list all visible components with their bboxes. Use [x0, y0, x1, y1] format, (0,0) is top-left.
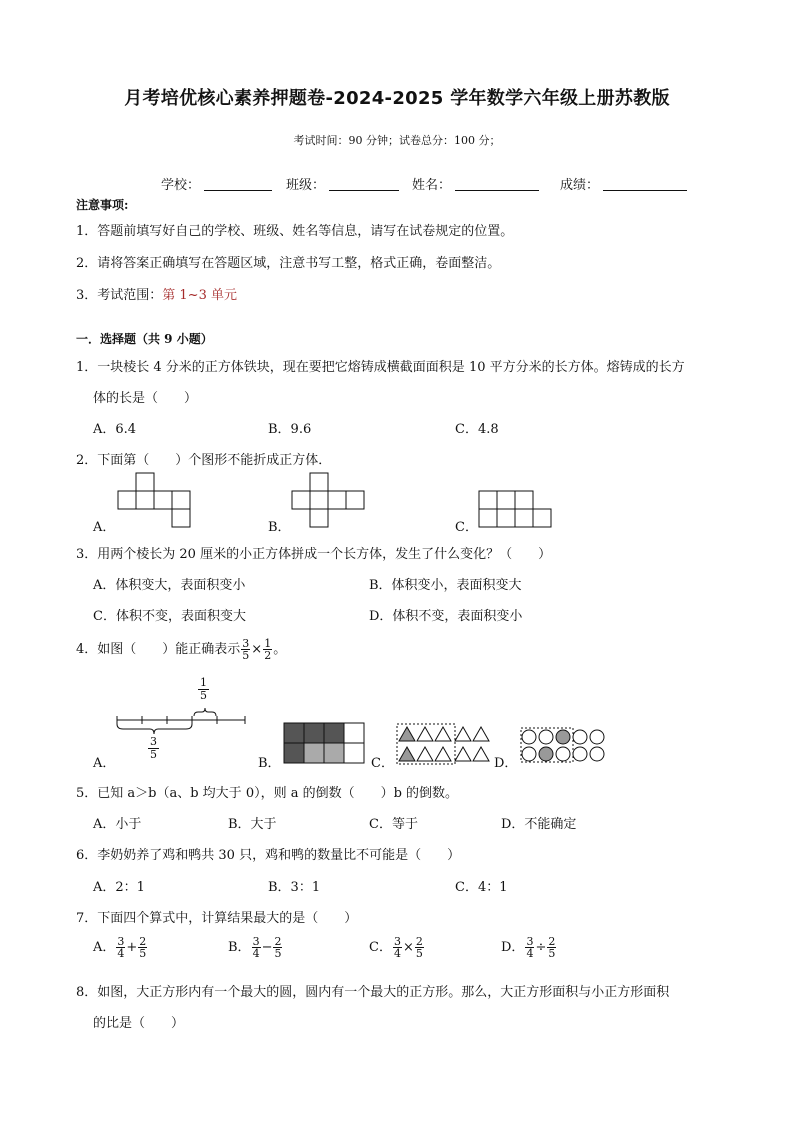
q5-option-d[interactable]: D．不能确定: [501, 817, 577, 832]
q4-fraction-3-5: $\frac{3}{5}$: [242, 637, 250, 662]
q6-option-c[interactable]: C．4：1: [455, 880, 508, 895]
q6-stem: 6．李奶奶养了鸡和鸭共 30 只，鸡和鸭的数量比不可能是（ ）: [76, 848, 461, 863]
exam-subtitle: 考试时间：90 分钟；试卷总分：100 分；: [293, 134, 501, 147]
q4-times-sign: ×: [251, 642, 263, 657]
notice-item-2: 2．请将答案正确填写在答题区域，注意书写工整，格式正确，卷面整洁。: [76, 256, 501, 271]
name-blank[interactable]: [455, 176, 539, 191]
q3-option-b[interactable]: B．体积变小，表面积变大: [369, 578, 522, 593]
q1-option-c[interactable]: C．4.8: [455, 422, 499, 437]
q2-stem: 2．下面第（ ）个图形不能折成正方体．: [76, 453, 332, 468]
q1-option-b[interactable]: B．9.6: [268, 422, 312, 437]
q4-triangles-figure: [396, 723, 496, 767]
q7-option-d[interactable]: D． $\frac{3}{4}$ ÷ $\frac{2}{5}$: [501, 935, 556, 960]
score-blank[interactable]: [603, 176, 687, 191]
score-field[interactable]: [560, 174, 687, 193]
notice-item-1: 1．答题前填写好自己的学校、班级、姓名等信息，请写在试卷规定的位置。: [76, 224, 514, 239]
q5-option-b[interactable]: B．大于: [228, 817, 277, 832]
exam-title: 月考培优核心素养押题卷-2024-2025 学年数学六年级上册苏教版: [124, 88, 670, 109]
q4-option-b[interactable]: B．: [258, 756, 281, 771]
q3-option-a[interactable]: A．体积变大，表面积变小: [93, 578, 246, 593]
q2-option-a[interactable]: A．: [93, 520, 116, 535]
q4-number-line-figure: [117, 705, 247, 735]
q5-option-c[interactable]: C．等于: [369, 817, 418, 832]
q7-option-b[interactable]: B． $\frac{3}{4}$ − $\frac{2}{5}$: [228, 935, 282, 960]
q5-option-a[interactable]: A．小于: [93, 817, 142, 832]
class-field[interactable]: [286, 174, 399, 193]
q4-grid-figure: [284, 723, 366, 765]
q3-option-d[interactable]: D．体积不变，表面积变小: [369, 609, 523, 624]
q4-stem: 4．如图（ ）能正确表示 $\frac{3}{5}$ × $\frac{1}{2}$ 。: [76, 637, 287, 662]
q3-stem: 3．用两个棱长为 20 厘米的小正方体拼成一个长方体，发生了什么变化？（ ）: [76, 547, 552, 562]
q2-net-c-figure: [479, 491, 554, 529]
q2-option-b[interactable]: B．: [268, 520, 291, 535]
q2-net-a-figure: [118, 473, 193, 529]
class-blank[interactable]: [329, 176, 399, 191]
q7-option-a[interactable]: A． $\frac{3}{4}$ + $\frac{2}{5}$: [93, 935, 147, 960]
name-label: 姓名：: [412, 178, 452, 193]
q6-option-a[interactable]: A．2：1: [93, 880, 145, 895]
school-label: 学校：: [161, 178, 201, 193]
q2-net-b-figure: [292, 473, 367, 529]
q2-option-c[interactable]: C．: [455, 520, 478, 535]
notice-item-3: [76, 284, 237, 303]
school-field[interactable]: [161, 174, 272, 193]
q4-option-c[interactable]: C．: [371, 756, 394, 771]
q4-a-top-fraction: 1 5: [200, 676, 207, 702]
class-label: 班级：: [286, 178, 326, 193]
q1-stem-line1: 1．一块棱长 4 分米的正方体铁块，现在要把它熔铸成横截面面积是 10 平方分米的长方体。熔铸成的长方: [76, 360, 685, 375]
q7-option-c[interactable]: C． $\frac{3}{4}$ × $\frac{2}{5}$: [369, 935, 423, 960]
q6-option-b[interactable]: B．3：1: [268, 880, 321, 895]
q4-option-a[interactable]: A．: [93, 756, 116, 771]
notice-heading: 注意事项:: [76, 198, 129, 212]
range-label: 3．考试范围：: [76, 288, 163, 303]
q1-option-a[interactable]: A．6.4: [93, 422, 137, 437]
q4-stem-text: 4．如图（ ）能正确表示: [76, 642, 241, 657]
school-blank[interactable]: [204, 176, 272, 191]
q4-fraction-1-2: $\frac{1}{2}$: [264, 637, 272, 662]
q4-option-d[interactable]: D．: [494, 756, 518, 771]
q4-a-bottom-fraction: 3 5: [150, 735, 157, 761]
q7-stem: 7．下面四个算式中，计算结果最大的是（ ）: [76, 911, 358, 926]
q8-stem-line2: 的比是（ ）: [93, 1016, 185, 1031]
score-label: 成绩：: [560, 178, 600, 193]
q4-circles-figure: [520, 727, 608, 765]
q5-stem: 5．已知 a＞b（a、b 均大于 0），则 a 的倒数（ ）b 的倒数。: [76, 786, 459, 801]
q1-stem-line2: 体的长是（ ）: [93, 391, 198, 406]
name-field[interactable]: [412, 174, 539, 193]
q8-stem-line1: 8．如图，大正方形内有一个最大的圆，圆内有一个最大的正方形。那么，大正方形面积与小正方形面积: [76, 985, 670, 1000]
range-value: 第 1~3 单元: [162, 288, 237, 303]
section-heading: 一．选择题（共 9 小题）: [76, 332, 213, 346]
q3-option-c[interactable]: C．体积不变，表面积变大: [93, 609, 246, 624]
